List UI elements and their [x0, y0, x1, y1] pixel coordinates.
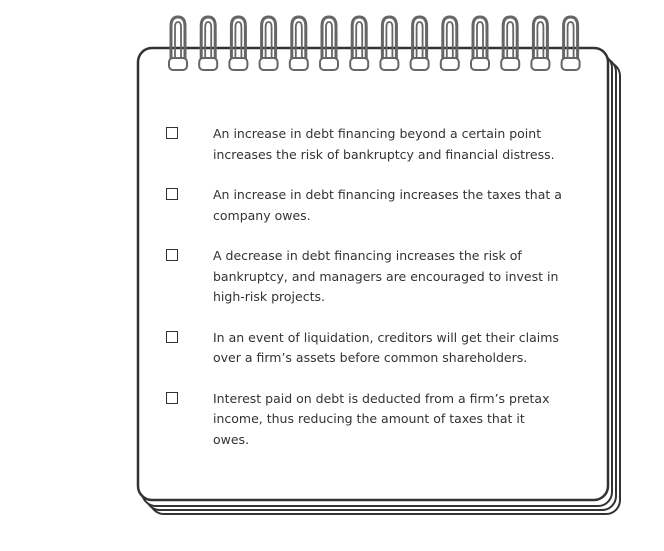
answer-option-4[interactable] [160, 328, 570, 369]
checkbox[interactable] [166, 188, 178, 200]
checkbox[interactable] [166, 331, 178, 343]
spiral-ring [380, 17, 398, 70]
spiral-ring [320, 17, 338, 70]
spiral-ring [350, 17, 368, 70]
checkbox[interactable] [166, 249, 178, 261]
option-label: An increase in debt financing beyond a certain point increases the risk of bankruptcy and financial distress. [213, 126, 555, 162]
checkbox[interactable] [166, 392, 178, 404]
answer-options [160, 124, 570, 470]
spiral-ring [290, 17, 308, 70]
option-label: Interest paid on debt is deducted from a firm’s pretax income, thus reducing the amount of taxes that it owes. [213, 390, 550, 447]
option-label: A decrease in debt financing increases the risk of bankruptcy, and managers are encouraged to invest in high-risk projects. [213, 248, 559, 304]
answer-option-3[interactable] [160, 246, 570, 308]
checkbox[interactable] [166, 127, 178, 139]
spiral-ring [441, 17, 459, 70]
option-label: An increase in debt financing increases the taxes that a company owes. [213, 187, 562, 223]
spiral-ring [260, 17, 278, 70]
spiral-ring [199, 17, 217, 70]
answer-option-1[interactable] [160, 124, 570, 165]
spiral-ring [531, 17, 549, 70]
spiral-ring [169, 17, 187, 70]
spiral-ring [229, 17, 247, 70]
answer-option-5[interactable] [160, 389, 570, 451]
spiral-ring [501, 17, 519, 70]
spiral-ring [411, 17, 429, 70]
spiral-ring [562, 17, 580, 70]
spiral-ring [471, 17, 489, 70]
option-label: In an event of liquidation, creditors will get their claims over a firm’s assets before common shareholders. [213, 329, 559, 365]
answer-option-2[interactable] [160, 185, 570, 226]
